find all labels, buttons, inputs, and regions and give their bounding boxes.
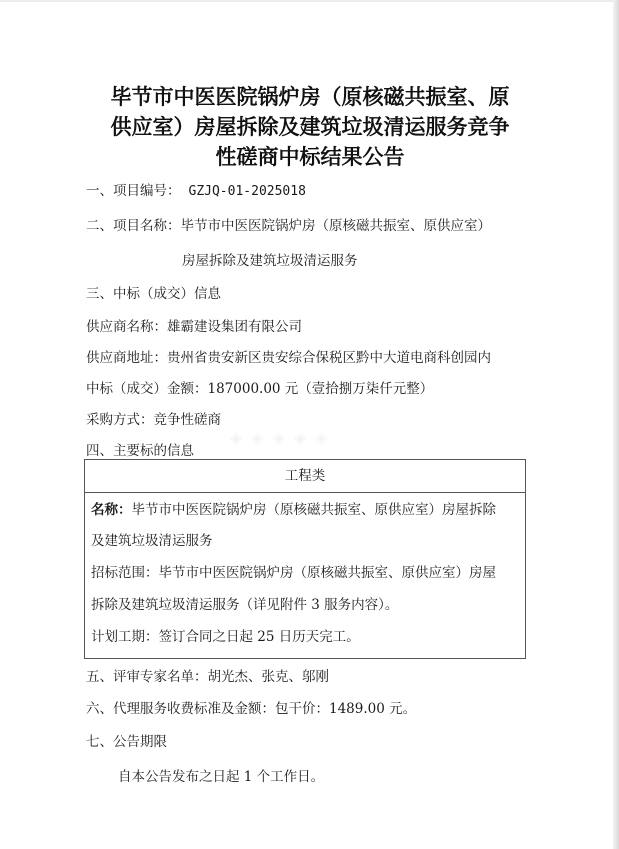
supplier-name-label: 供应商名称：	[86, 319, 167, 335]
title-line-3: 性磋商中标结果公告	[215, 145, 405, 169]
document-title	[70, 82, 550, 172]
section-experts	[86, 667, 329, 687]
experts-value: 胡光杰、张克、邬刚	[207, 669, 329, 685]
title-line-1: 毕节市中医医院锅炉房（原核磁共振室、原	[110, 85, 510, 109]
table-row-name	[91, 500, 496, 520]
faint-background-mark: ◈ ◈ ◈ ◈ ◈	[230, 428, 330, 447]
project-name-label: 二、项目名称：	[86, 218, 181, 234]
notice-period-text: 自本公告发布之日起 1 个工作日。	[118, 769, 325, 785]
subject-info-table	[84, 459, 526, 659]
project-number-value: GZJQ-01-2025018	[188, 184, 306, 199]
experts-label: 五、评审专家名单：	[86, 669, 208, 685]
supplier-address-label: 供应商地址：	[86, 350, 167, 366]
bid-amount-label: 中标（成交）金额：	[86, 381, 208, 397]
page-top-edge	[0, 0, 619, 2]
procurement-method-label: 采购方式：	[86, 412, 154, 428]
table-row-period	[91, 627, 360, 647]
section-agency-fee	[86, 699, 416, 719]
section-notice-period: 七、公告期限	[86, 734, 167, 750]
name-value-line-2: 及建筑垃圾清运服务	[91, 533, 213, 549]
project-name-value-line-1: 毕节市中医医院锅炉房（原核磁共振室、原供应室）	[180, 218, 491, 234]
supplier-address	[86, 348, 491, 368]
section-main-subject: 四、主要标的信息	[86, 443, 194, 459]
scope-label: 招标范围：	[91, 565, 159, 581]
section-project-number	[86, 181, 306, 202]
bid-amount	[86, 379, 433, 399]
name-label: 名称：	[91, 502, 132, 518]
bid-amount-value: 187000.00 元（壹拾捌万柒仟元整）	[207, 381, 434, 397]
project-number-label: 一、项目编号：	[86, 183, 181, 199]
supplier-name-value: 雄霸建设集团有限公司	[167, 319, 302, 335]
scope-value-line-1: 毕节市中医医院锅炉房（原核磁共振室、原供应室）房屋	[158, 565, 496, 581]
scope-value-line-2: 拆除及建筑垃圾清运服务（详见附件 3 服务内容）。	[91, 597, 399, 613]
name-value-line-1: 毕节市中医医院锅炉房（原核磁共振室、原供应室）房屋拆除	[131, 502, 496, 518]
procurement-method	[86, 410, 221, 430]
agency-fee-value: 包干价：1489.00 元。	[275, 701, 417, 717]
section-award-info: 三、中标（成交）信息	[86, 286, 221, 302]
page-right-edge	[613, 0, 619, 849]
table-row-scope	[91, 563, 496, 583]
procurement-method-value: 竞争性磋商	[153, 412, 221, 428]
period-value: 签订合同之日起 25 日历天完工。	[158, 629, 360, 645]
period-label: 计划工期：	[91, 629, 159, 645]
agency-fee-label: 六、代理服务收费标准及金额：	[86, 701, 275, 717]
supplier-address-value: 贵州省贵安新区贵安综合保税区黔中大道电商科创园内	[167, 350, 491, 366]
project-name-value-line-2: 房屋拆除及建筑垃圾清运服务	[182, 253, 358, 269]
section-project-name	[86, 216, 491, 236]
table-header: 工程类	[85, 460, 525, 493]
supplier-name	[86, 317, 302, 337]
title-line-2: 供应室）房屋拆除及建筑垃圾清运服务竞争	[110, 115, 510, 139]
